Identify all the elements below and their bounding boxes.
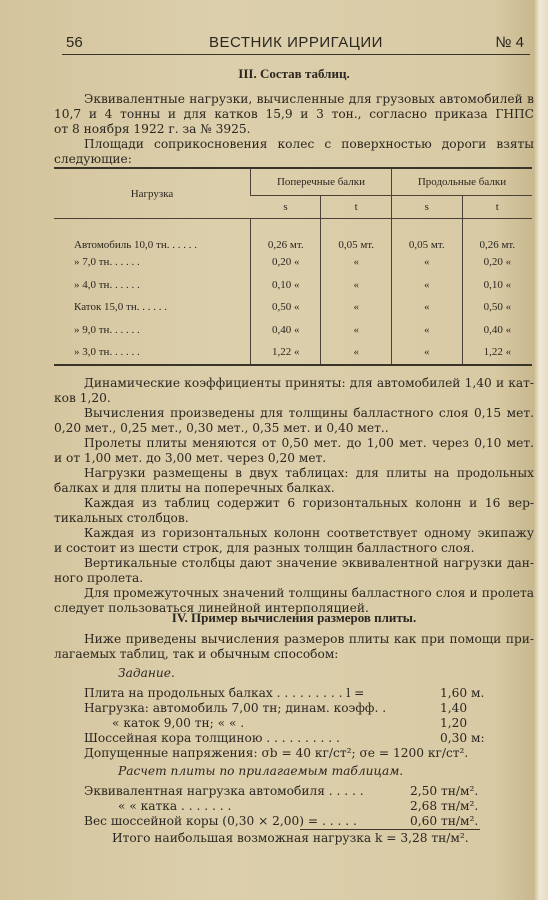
- calc-line: « « катка . . . . . . .: [118, 799, 232, 813]
- calc-line: Вес шоссейной коры (0,30 × 2,00) = . . . . .: [84, 814, 357, 828]
- task-line: « каток 9,00 тн; « « .: [112, 716, 245, 730]
- table-cell: 0,40 «: [462, 319, 532, 342]
- text-line: лагаемых таблиц, так и обычным способом:: [54, 647, 339, 661]
- page-number: 56: [66, 34, 83, 51]
- text-line: Вычисления произведены для толщины балластного слоя 0,15 мет.: [84, 406, 534, 420]
- table-cell: «: [321, 274, 391, 297]
- table-cell: 0,20 «: [251, 251, 321, 274]
- table-cell: 0,20 «: [462, 251, 532, 274]
- table-cell: 0,50 «: [251, 296, 321, 319]
- total-line: Итого наибольшая возможная нагрузка k = 3,28 тн/м².: [112, 831, 469, 845]
- sub-s-header: s: [391, 196, 462, 219]
- table-row-label: Каток 15,0 тн. . . . . .: [74, 301, 167, 314]
- table-cell: «: [391, 319, 462, 342]
- section-4-intro: [54, 632, 534, 662]
- calc-line: Эквивалентная нагрузка автомобиля . . . . .: [84, 784, 364, 798]
- section-3-body: [54, 376, 534, 616]
- task-value: 1,60 м.: [440, 686, 485, 700]
- text-line: Ниже приведены вычисления размеров плиты как при помощи при-: [84, 632, 534, 646]
- calc-value: 2,50 тн/м².: [410, 784, 479, 798]
- section-4-title: IV. Пример вычисления размеров плиты.: [171, 610, 417, 625]
- text-line: Для промежуточных значений толщины балластного слоя и пролета: [84, 586, 534, 600]
- text-line: ного пролета.: [54, 571, 144, 585]
- text-line: Площади соприкосновения колес с поверхностью дороги взяты: [84, 137, 534, 151]
- text-line: балках и для плиты на поперечных балках.: [54, 481, 335, 495]
- text-line: Каждая из таблиц содержит 6 горизонтальных колонн и 16 вер-: [84, 496, 534, 510]
- table-row-label: » 4,0 тн. . . . . .: [74, 278, 140, 291]
- group-long-header: Продольные балки: [391, 168, 532, 196]
- text-line: и состоит из шести строк, для разных толщин балластного слоя.: [54, 541, 475, 555]
- table-row-label: Автомобиль 10,0 тн. . . . . .: [74, 239, 197, 251]
- table-cell: 0,05 мт.: [391, 219, 462, 252]
- table-cell: 1,22 «: [251, 341, 321, 365]
- text-line: Динамические коэффициенты приняты: для автомобилей 1,40 и кат-: [84, 376, 534, 390]
- table-cell: 0,05 мт.: [321, 219, 391, 252]
- text-line: Вертикальные столбцы дают значение эквивалентной нагрузки дан-: [84, 556, 534, 570]
- text-line: тикальных столбцов.: [54, 511, 189, 525]
- calc-value: 2,68 тн/м².: [410, 799, 479, 813]
- running-header: [62, 34, 530, 55]
- table-cell: «: [391, 274, 462, 297]
- journal-title: ВЕСТНИК ИРРИГАЦИИ: [209, 34, 383, 51]
- text-line: следующие:: [54, 152, 132, 166]
- table-row-label: » 3,0 тн. . . . . .: [54, 341, 251, 365]
- table-cell: «: [321, 251, 391, 274]
- text-line: Нагрузки размещены в двух таблицах: для плиты на продольных: [84, 466, 534, 480]
- table-cell: 0,26 мт.: [462, 219, 532, 252]
- text-line: от 8 ноября 1922 г. за № 3925.: [54, 122, 251, 136]
- table-cell: 0,10 «: [462, 274, 532, 297]
- text-line: ков 1,20.: [54, 391, 111, 405]
- sub-t-header: t: [462, 196, 532, 219]
- table-cell: «: [321, 341, 391, 365]
- text-line: Каждая из горизонтальных колонн соответствует одному экипажу: [84, 526, 534, 540]
- table-cell: 1,22 «: [462, 341, 532, 365]
- contact-area-table: [54, 167, 532, 366]
- task-value: 0,30 м:: [440, 731, 485, 745]
- table-cell: «: [321, 296, 391, 319]
- sum-rule: [300, 829, 480, 830]
- section-3-intro: [54, 92, 534, 167]
- text-line: 0,20 мет., 0,25 мет., 0,30 мет., 0,35 мет. и 0,40 мет..: [54, 421, 389, 435]
- table-row-label: » 7,0 тн. . . . . .: [74, 256, 140, 269]
- page-edge: [534, 0, 548, 900]
- text-line: Эквивалентные нагрузки, вычисленные для грузовых автомобилей в: [84, 92, 534, 106]
- table-cell: 0,50 «: [462, 296, 532, 319]
- table-cell: 0,26 мт.: [251, 219, 321, 252]
- text-line: Пролеты плиты меняются от 0,50 мет. до 1,00 мет. через 0,10 мет.: [84, 436, 534, 450]
- calc-label: Расчет плиты по прилагаемым таблицам.: [118, 764, 404, 778]
- calc-value: 0,60 тн/м².: [410, 814, 479, 828]
- section-3-title: III. Состав таблиц.: [238, 66, 350, 81]
- task-line: Допущенные напряжения: σb = 40 кг/ст²; σe = 1200 кг/ст².: [84, 746, 469, 760]
- col-load-header: Нагрузка: [54, 168, 251, 219]
- table-cell: «: [391, 341, 462, 365]
- task-value: 1,20: [440, 716, 468, 730]
- sub-s-header: s: [251, 196, 321, 219]
- task-line: Нагрузка: автомобиль 7,00 тн; динам. коэфф. .: [84, 701, 387, 715]
- text-line: следует пользоваться линейной интерполяцией.: [54, 601, 369, 615]
- task-line: Шоссейная кора толщиною . . . . . . . . . .: [84, 731, 340, 745]
- table-cell: «: [391, 251, 462, 274]
- task-value: 1,40: [440, 701, 468, 715]
- text-line: и от 1,00 мет. до 3,00 мет. через 0,20 мет.: [54, 451, 327, 465]
- table-cell: «: [391, 296, 462, 319]
- table-row-label: » 9,0 тн. . . . . .: [74, 323, 140, 336]
- task-label: Задание.: [118, 666, 175, 680]
- sub-t-header: t: [321, 196, 391, 219]
- table-cell: 0,40 «: [251, 319, 321, 342]
- text-line: 10,7 и 4 тонны и для катков 15,9 и 3 тон., согласно приказа ГНПС: [54, 107, 534, 121]
- task-line: Плита на продольных балках . . . . . . . . . l =: [84, 686, 365, 700]
- group-cross-header: Поперечные балки: [251, 168, 392, 196]
- issue-number: № 4: [495, 34, 524, 51]
- table-cell: «: [321, 319, 391, 342]
- table-cell: 0,10 «: [251, 274, 321, 297]
